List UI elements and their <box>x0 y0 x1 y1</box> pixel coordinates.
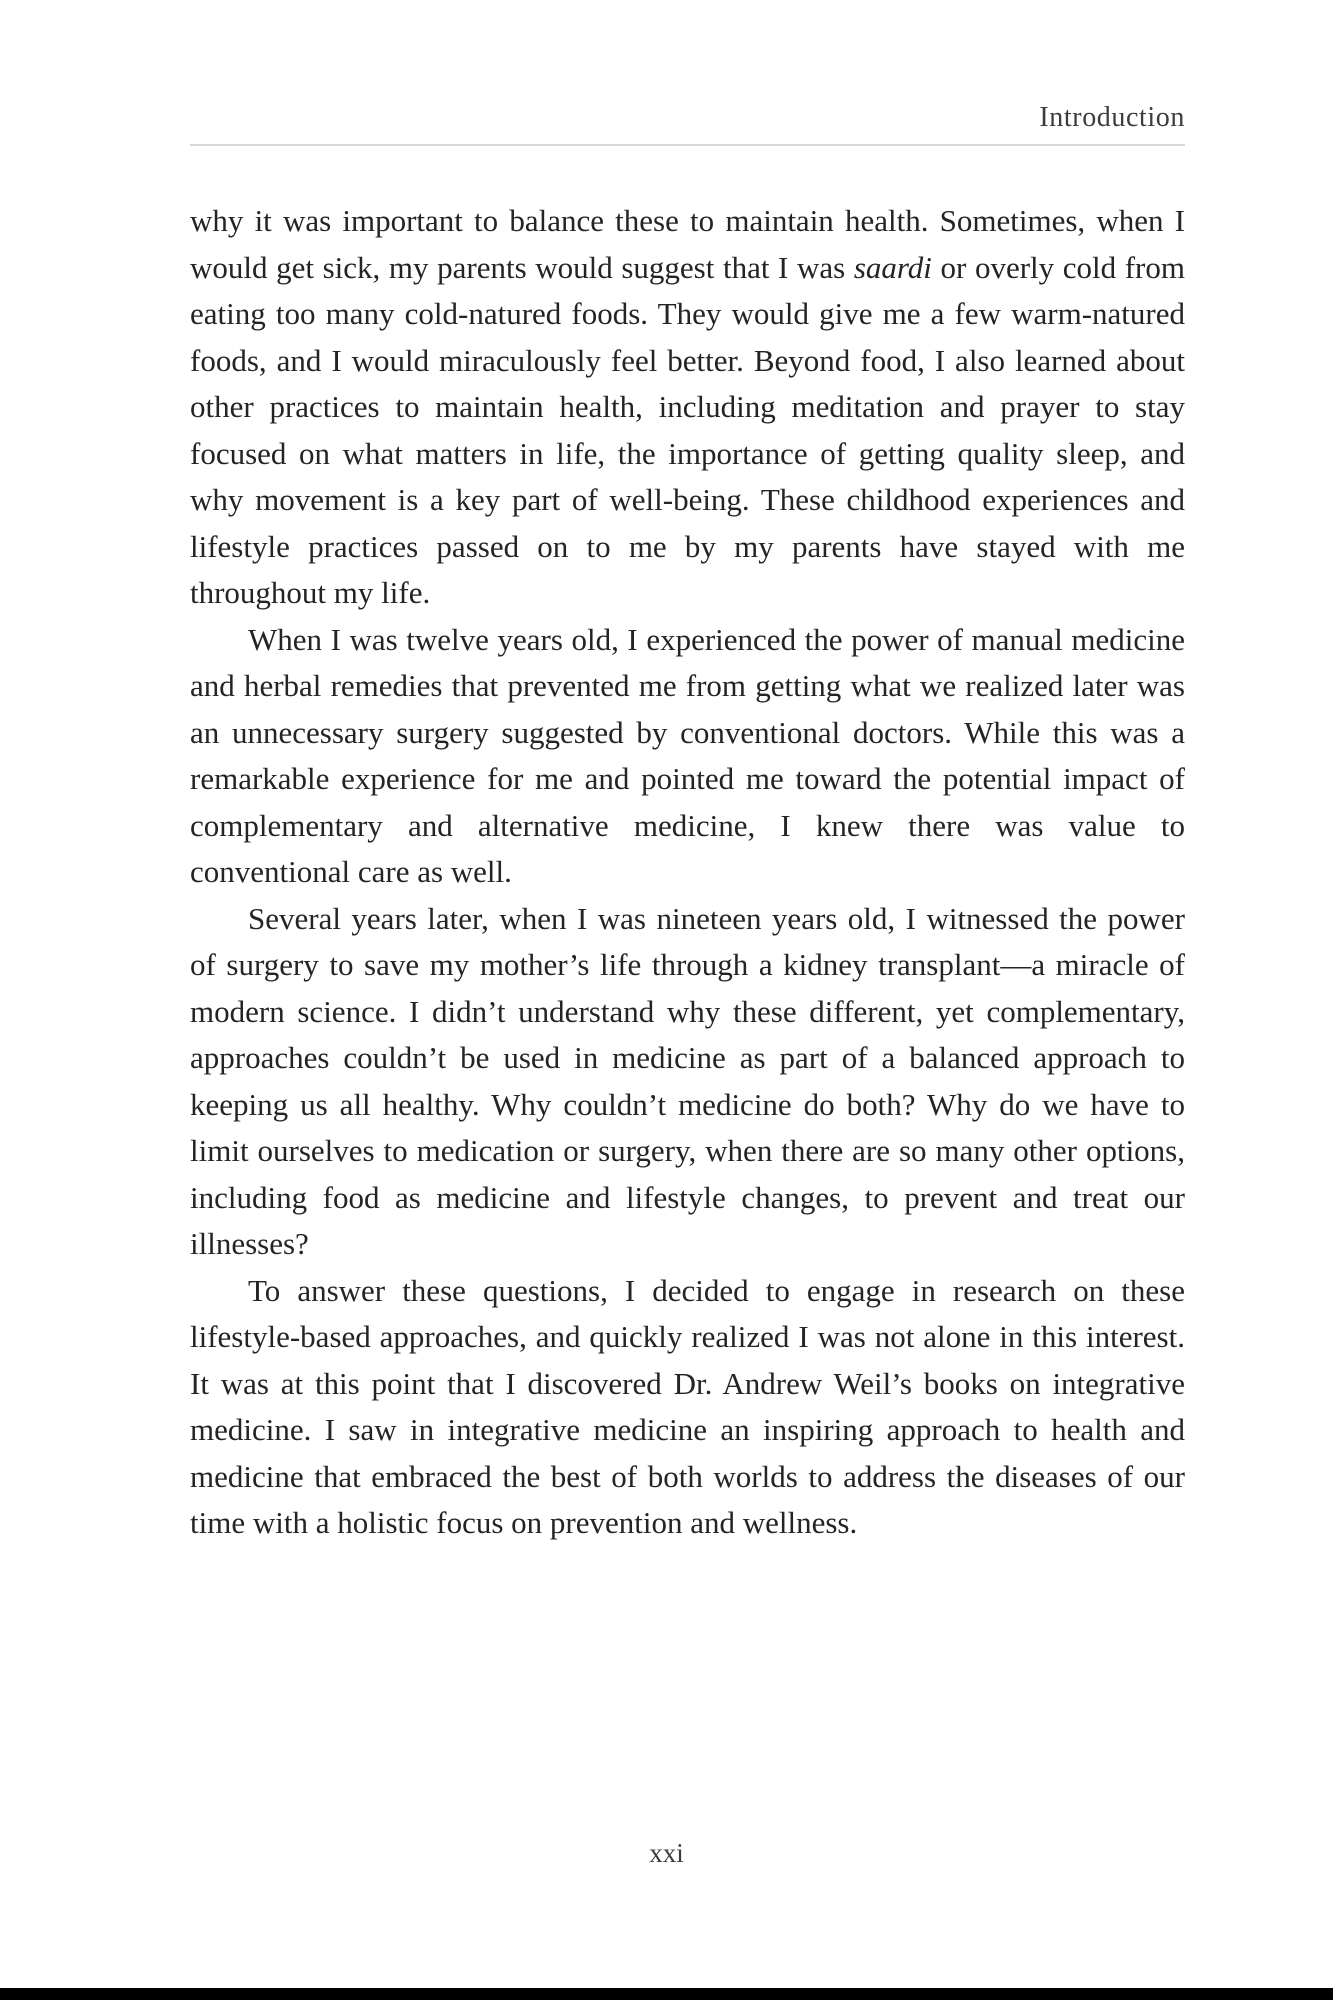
italic-text: saardi <box>853 249 932 285</box>
page-bottom-edge <box>0 1988 1333 2000</box>
text-segment: or overly cold from eating too many cold-natured foods. They would give me a few warm-natured foods, and I would miraculously feel better. Beyond food, I also learned about other practices to maintain health, including meditation and prayer to stay focused on what matters in life, the importance of getting quality sleep, and why movement is a key part of well-being. These childhood experiences and lifestyle practices passed on to me by my parents have stayed with me throughout my life. <box>190 249 1185 610</box>
text-segment: why it was important to balance these to maintain health. Sometimes, when I would get sick, my parents would suggest that I was <box>190 203 1185 285</box>
text-segment: To answer these questions, I decided to engage in research on these lifestyle-based approaches, and quickly realized I was not alone in this interest. It was at this point that I discovered Dr. Andrew Weil’s books on integrative medicine. I saw in integrative medicine an inspiring approach to health and medicine that embraced the best of both worlds to address the diseases of our time with a holistic focus on prevention and wellness. <box>190 1272 1185 1540</box>
paragraph <box>190 617 1185 896</box>
running-head: Introduction <box>1039 102 1185 133</box>
paragraph <box>190 1268 1185 1547</box>
page-header <box>190 102 1185 146</box>
text-segment: When I was twelve years old, I experienced the power of manual medicine and herbal remedies that prevented me from getting what we realized later was an unnecessary surgery suggested by conventional doctors. While this was a remarkable experience for me and pointed me toward the potential impact of complementary and alternative medicine, I knew there was value to conventional care as well. <box>190 621 1185 889</box>
page-footer <box>0 1838 1333 1869</box>
paragraph <box>190 198 1185 617</box>
page-number: xxi <box>649 1838 684 1868</box>
body-text <box>190 198 1185 1547</box>
paragraph <box>190 896 1185 1268</box>
text-segment: Several years later, when I was nineteen years old, I witnessed the power of surgery to save my mother’s life through a kidney transplant—a miracle of modern science. I didn’t understand why these different, yet complementary, approaches couldn’t be used in medicine as part of a balanced approach to keeping us all healthy. Why couldn’t medicine do both? Why do we have to limit ourselves to medication or surgery, when there are so many other options, including food as medicine and lifestyle changes, to prevent and treat our illnesses? <box>190 900 1185 1261</box>
header-rule <box>190 144 1185 146</box>
